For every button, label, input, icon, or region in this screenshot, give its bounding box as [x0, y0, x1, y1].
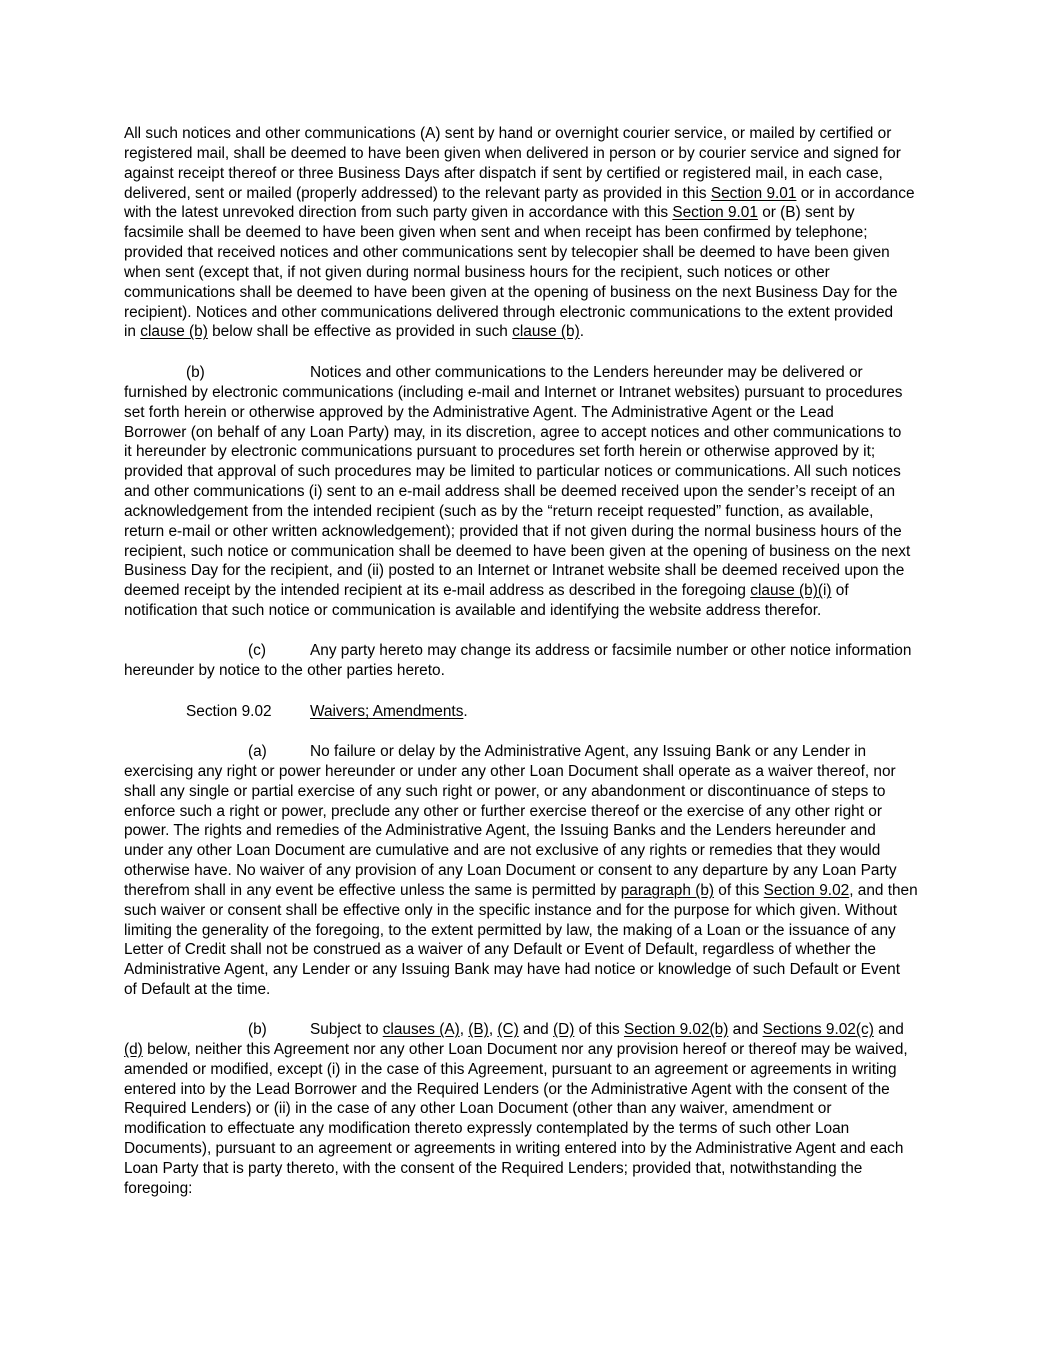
- clause-marker: (c): [248, 642, 266, 659]
- text-line: power. The rights and remedies of the Administrative Agent, the Issuing Banks and the Lenders hereunder and: [124, 822, 876, 840]
- text-fragment: , and then: [849, 881, 918, 899]
- cross-reference: (C): [497, 1021, 519, 1038]
- text-fragment: of this: [714, 881, 764, 899]
- text-line: recipient, such notice or communication shall be deemed to have been given at the opening of business on the next: [124, 542, 911, 560]
- text-line: communications shall be deemed to have been given at the opening of business on the next Business Day for the: [124, 283, 898, 301]
- text-line: hereunder by notice to the other parties hereto.: [124, 661, 445, 679]
- section-title: Waivers; Amendments: [310, 703, 464, 720]
- text-line: [124, 184, 944, 204]
- text-line: [124, 1020, 944, 1040]
- section-title-period: .: [463, 703, 468, 720]
- text-line: under any other Loan Document are cumulative and are not exclusive of any rights or remedies that they would: [124, 842, 881, 860]
- paragraph-a-no-waiver: [124, 742, 944, 1000]
- text-fragment: of this: [574, 1021, 624, 1038]
- text-line: against receipt thereof or three Business Days after dispatch if sent by certified or registered mail, in each case,: [124, 164, 883, 182]
- text-fragment: ,: [459, 1021, 469, 1038]
- text-fragment: or in accordance: [796, 184, 915, 202]
- text-fragment: in: [124, 323, 141, 341]
- text-line: Required Lenders) or (ii) in the case of any other Loan Document (other than any waiver, amendment or: [124, 1100, 832, 1118]
- text-fragment: and: [518, 1021, 553, 1038]
- text-line: registered mail, shall be deemed to have been given when delivered in person or by courier service and signed for: [124, 144, 901, 162]
- text-line: of Default at the time.: [124, 981, 271, 999]
- text-line: provided that received notices and other communications sent by telecopier shall be deemed to have been given: [124, 244, 890, 262]
- cross-reference: clause (b): [140, 323, 208, 341]
- indent: [124, 1020, 310, 1040]
- text-line: [124, 881, 944, 901]
- cross-reference: Section 9.01: [710, 184, 797, 202]
- text-fragment: or (B) sent by: [757, 204, 855, 222]
- text-line: Loan Party that is party thereto, with the consent of the Required Lenders; provided that, notwithstanding the: [124, 1159, 863, 1177]
- text-fragment: Subject to: [310, 1021, 383, 1038]
- cross-reference: Section 9.01: [672, 204, 758, 222]
- cross-reference: paragraph (b): [620, 881, 715, 899]
- text-line: entered into by the Lead Borrower and the Required Lenders (or the Administrative Agent with the consent of the: [124, 1080, 890, 1098]
- cross-reference: Section 9.02(b): [623, 1021, 729, 1038]
- text-line: [124, 742, 944, 762]
- text-fragment: deemed receipt by the intended recipient at its e-mail address as described in the foregoing: [124, 582, 751, 600]
- text-fragment: therefrom shall in any event be effective unless the same is permitted by: [124, 881, 621, 899]
- text-line: provided that approval of such procedures may be limited to particular notices or communications. All such notices: [124, 463, 901, 481]
- paragraph-c-change-address: [124, 641, 944, 681]
- text-line: Letter of Credit shall not be construed as a waiver of any Default or Event of Default, regardless of whether the: [124, 941, 876, 959]
- text-line: when sent (except that, if not given during normal business hours for the recipient, such notices or other: [124, 263, 830, 281]
- text-line: [124, 581, 944, 601]
- text-line: and other communications (i) sent to an e-mail address shall be deemed received upon the sender’s receipt of an: [124, 483, 896, 501]
- section-heading: [186, 702, 468, 722]
- text-fragment: of: [831, 582, 849, 600]
- indent: [124, 742, 310, 762]
- clause-marker: (a): [248, 743, 267, 760]
- text-line: otherwise have. No waiver of any provision of any Loan Document or consent to any departure by any Loan Party: [124, 862, 897, 880]
- paragraph-b-electronic-communications: [124, 363, 944, 621]
- cross-reference: clauses (A): [382, 1021, 460, 1038]
- text-fragment: below, neither this Agreement nor any other Loan Document nor any provision hereof or thereof may be waived,: [142, 1040, 908, 1058]
- text-line: [124, 1040, 944, 1060]
- cross-reference: Section 9.02: [763, 881, 850, 899]
- paragraph-notices-delivery: [124, 124, 944, 342]
- text-line: such waiver or consent shall be effective only in the specific instance and for the purpose for which given. Without: [124, 901, 898, 919]
- text-line: exercising any right or power hereunder or under any other Loan Document shall operate as a waiver thereof, nor: [124, 762, 896, 780]
- text-line: Documents), pursuant to an agreement or agreements in writing entered into by the Administrative Agent and each: [124, 1140, 904, 1158]
- text-line: set forth herein or otherwise approved by the Administrative Agent. The Administrative Agent or the Lead: [124, 403, 834, 421]
- text-line: [124, 322, 944, 342]
- text-line: facsimile shall be deemed to have been given when sent and when receipt has been confirmed by telephone;: [124, 224, 868, 242]
- text-line: recipient). Notices and other communications delivered through electronic communications to the extent provided: [124, 303, 894, 321]
- paragraph-b-amendments: [124, 1020, 944, 1199]
- cross-reference: (D): [552, 1021, 575, 1038]
- text-line: Business Day for the recipient, and (ii) posted to an Internet or Intranet website shall be deemed received upon the: [124, 562, 905, 580]
- text-line: Borrower (on behalf of any Loan Party) may, in its discretion, agree to accept notices and other communications to: [124, 423, 902, 441]
- cross-reference: (B): [468, 1021, 489, 1038]
- text-line: [124, 203, 944, 223]
- text-line: foregoing:: [124, 1179, 193, 1197]
- text-fragment: and: [728, 1021, 763, 1038]
- text-line: return e-mail or other written acknowledgement); provided that if not given during the normal business hours of the: [124, 522, 902, 540]
- cross-reference: clause (b)(i): [750, 582, 832, 600]
- text-line: amended or modified, except (i) in the case of this Agreement, pursuant to an agreement or agreements in writing: [124, 1060, 897, 1078]
- text-fragment: delivered, sent or mailed (properly addressed) to the relevant party as provided in this: [124, 184, 711, 202]
- section-number: Section 9.02: [186, 703, 272, 720]
- cross-reference: (d): [124, 1040, 143, 1058]
- text-fragment: Notices and other communications to the Lenders hereunder may be delivered or: [310, 364, 863, 381]
- text-fragment: No failure or delay by the Administrative Agent, any Issuing Bank or any Lender in: [310, 743, 867, 760]
- text-line: shall any single or partial exercise of any such right or power, or any abandonment or discontinuance of steps to: [124, 782, 886, 800]
- text-fragment: Any party hereto may change its address or facsimile number or other notice information: [310, 642, 912, 659]
- text-line: [124, 641, 944, 661]
- text-line: Administrative Agent, any Lender or any Issuing Bank may have had notice or knowledge of such Default or Event: [124, 961, 900, 979]
- clause-marker: (b): [248, 1021, 267, 1038]
- text-fragment: and: [873, 1021, 904, 1038]
- text-line: All such notices and other communications (A) sent by hand or overnight courier service, or mailed by certified or: [124, 125, 892, 142]
- text-line: modification to effectuate any modification thereto expressly contemplated by the terms of such other Loan: [124, 1120, 850, 1138]
- text-line: limiting the generality of the foregoing, to the extent permitted by law, the making of a Loan or the issuance of any: [124, 921, 896, 939]
- cross-reference: Sections 9.02(c): [762, 1021, 874, 1038]
- clause-marker: (b): [186, 364, 205, 381]
- text-fragment: .: [579, 323, 584, 341]
- text-line: furnished by electronic communications (including e-mail and Internet or Intranet websites) pursuant to procedures: [124, 383, 903, 401]
- text-line: notification that such notice or communication is available and identifying the website address therefor.: [124, 602, 822, 620]
- indent: [124, 363, 310, 383]
- text-line: acknowledgement from the intended recipient (such as by the “return receipt requested” function, as available,: [124, 502, 874, 520]
- indent: [124, 641, 310, 661]
- text-line: enforce such a right or power, preclude any other or further exercise thereof or the exercise of any other right or: [124, 802, 882, 820]
- text-fragment: with the latest unrevoked direction from such party given in accordance with this: [124, 204, 673, 222]
- text-fragment: ,: [488, 1021, 498, 1038]
- text-line: it hereunder by electronic communications pursuant to procedures set forth herein or otherwise approved by it;: [124, 443, 876, 461]
- cross-reference: clause (b): [512, 323, 580, 341]
- text-fragment: below shall be effective as provided in such: [207, 323, 513, 341]
- text-line: [124, 363, 944, 383]
